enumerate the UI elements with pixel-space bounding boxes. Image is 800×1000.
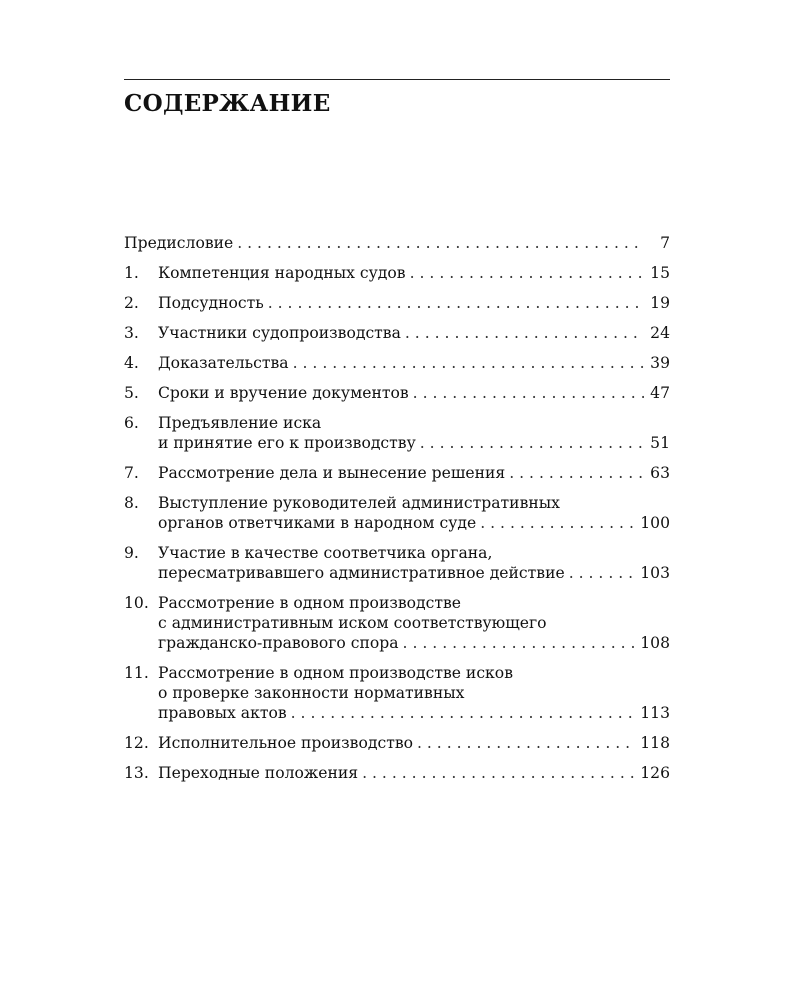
toc-entry-title: Исполнительное производство [158,734,413,752]
toc-entry-title: органов ответчиками в народном суде [158,514,477,532]
dot-leader [362,763,636,783]
toc-entry-number: 7. [124,464,139,482]
toc-entry-10[interactable] [124,593,670,653]
dot-leader [417,733,636,753]
dot-leader [403,633,637,653]
toc-entry-12[interactable] [124,733,670,753]
toc-entry-6[interactable] [124,413,670,453]
toc-page-number: 126 [640,764,670,782]
dot-leader [410,263,644,283]
toc-entry-title-line: Выступление руководителей административных [158,494,560,512]
toc-page-number: 51 [650,434,670,452]
toc-entry-title: гражданско-правового спора [158,634,399,652]
toc-entry-title-line: Предъявление иска [158,414,322,432]
toc-page-number: 39 [650,354,670,372]
toc-entry-1[interactable] [124,263,670,283]
dot-leader [420,433,644,453]
top-rule [124,79,670,80]
toc-entry-number: 11. [124,664,149,682]
dot-leader [237,233,644,253]
toc-entry-number: 1. [124,264,139,282]
toc-entry-number: 5. [124,384,139,402]
toc-page-number: 24 [650,324,670,342]
toc-entry-title: пересматривавшего административное действие [158,564,565,582]
toc-entry-title: Переходные положения [158,764,359,782]
dot-leader [413,383,644,403]
dot-leader [405,323,644,343]
toc-entry-title-line: Участие в качестве соответчика органа, [158,544,493,562]
dot-leader [293,353,644,373]
toc-entry-13[interactable] [124,763,670,783]
toc-entry-2[interactable] [124,293,670,313]
toc-entry-title-line: Рассмотрение в одном производстве исков [158,664,513,682]
toc-entry-8[interactable] [124,493,670,533]
toc-entry-title-line: с административным иском соответствующего [158,614,547,632]
toc-entry-number: 10. [124,594,149,612]
toc-entry-title: Сроки и вручение документов [158,384,409,402]
toc-page-number: 118 [640,734,670,752]
toc-entry-title: и принятие его к производству [158,434,416,452]
dot-leader [569,563,637,583]
toc-page-number: 103 [640,564,670,582]
toc-entry-5[interactable] [124,383,670,403]
toc-entry-number: 6. [124,414,139,432]
toc-entry-title: Участники судопроизводства [158,324,401,342]
toc-entry-preface[interactable] [124,233,670,253]
toc-entry-title: Доказательства [158,354,289,372]
toc-page-number: 47 [650,384,670,402]
toc-entry-title: Рассмотрение дела и вынесение решения [158,464,506,482]
dot-leader [509,463,644,483]
toc-page-number: 63 [650,464,670,482]
toc-entry-title: Предисловие [124,234,234,252]
table-of-contents [124,233,670,793]
dot-leader [291,703,637,723]
toc-entry-number: 12. [124,734,149,752]
toc-entry-number: 3. [124,324,139,342]
toc-page-number: 15 [650,264,670,282]
toc-page-number: 7 [660,234,670,252]
toc-entry-title-line: о проверке законности нормативных [158,684,465,702]
toc-entry-number: 13. [124,764,149,782]
toc-entry-number: 9. [124,544,139,562]
dot-leader [480,513,636,533]
toc-entry-3[interactable] [124,323,670,343]
toc-entry-number: 8. [124,494,139,512]
toc-page-number: 19 [650,294,670,312]
toc-page-number: 100 [640,514,670,532]
toc-entry-title: Компетенция народных судов [158,264,406,282]
toc-entry-title: правовых актов [158,704,287,722]
toc-entry-title: Подсудность [158,294,264,312]
toc-entry-title-line: Рассмотрение в одном производстве [158,594,461,612]
toc-page-number: 113 [640,704,670,722]
dot-leader [268,293,644,313]
toc-entry-9[interactable] [124,543,670,583]
toc-entry-4[interactable] [124,353,670,373]
toc-entry-number: 4. [124,354,139,372]
toc-entry-11[interactable] [124,663,670,723]
toc-entry-7[interactable] [124,463,670,483]
page-title: СОДЕРЖАНИЕ [124,90,331,117]
toc-page-number: 108 [640,634,670,652]
toc-entry-number: 2. [124,294,139,312]
